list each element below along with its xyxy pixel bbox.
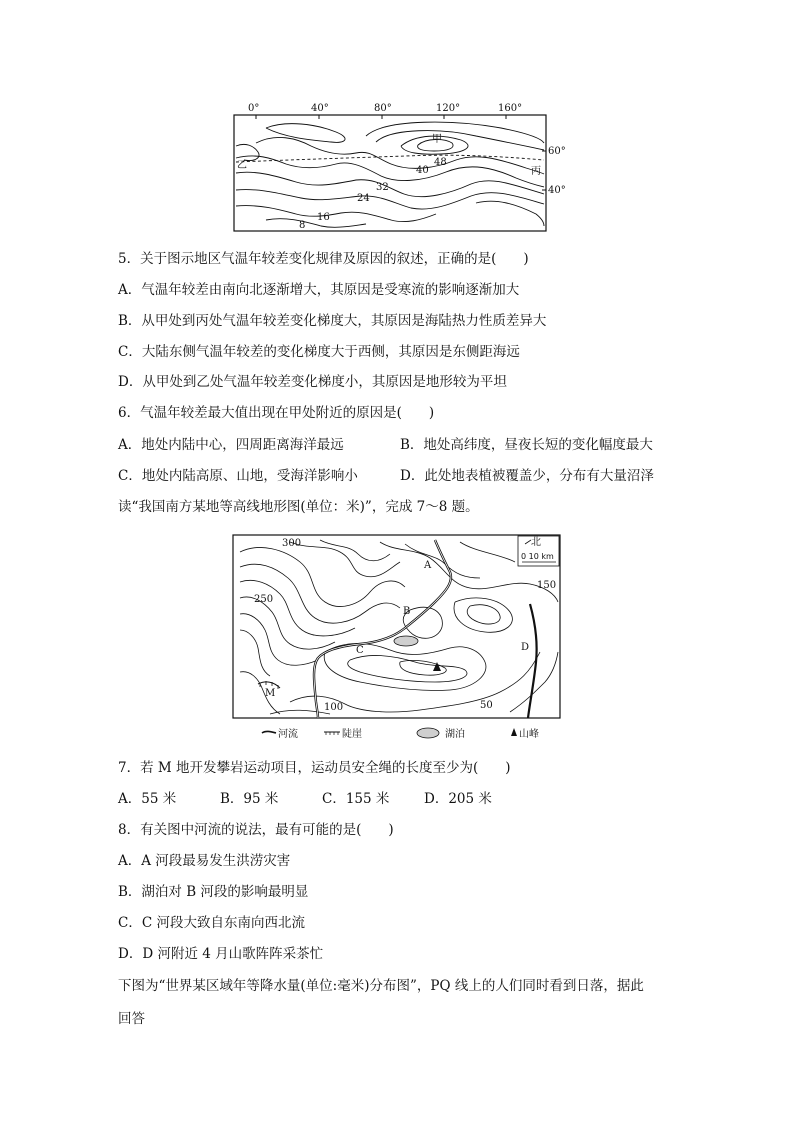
map-legend xyxy=(262,727,539,740)
q6-option-b[interactable]: B．地处高纬度，昼夜长短的变化幅度最大 xyxy=(400,437,653,453)
place-label-jia: 甲 xyxy=(432,134,442,145)
legend-lake: 湖泊 xyxy=(445,729,465,740)
intro-q7-8: 读“我国南方某地等高线地形图(单位：米)”，完成 7～8 题。 xyxy=(118,499,479,515)
lon-label-160: 160° xyxy=(498,103,523,114)
lon-label-40: 40° xyxy=(311,103,329,114)
intro-next-line1: 下图为“世界某区域年等降水量(单位:毫米)分布图”，PQ 线上的人们同时看到日落，据此 xyxy=(118,978,644,994)
q5-option-a[interactable]: A．气温年较差由南向北逐渐增大，其原因是受寒流的影响逐渐加大 xyxy=(118,282,520,298)
temperature-range-map xyxy=(226,98,566,236)
isoline-label-48: 48 xyxy=(434,157,447,168)
q5-option-c[interactable]: C．大陆东侧气温年较差的变化梯度大于西侧，其原因是东侧距海远 xyxy=(118,344,520,360)
legend-peak: 山峰 xyxy=(519,729,539,740)
north-label: 北 xyxy=(531,537,541,548)
q8-option-b[interactable]: B．湖泊对 B 河段的影响最明显 xyxy=(118,884,309,900)
q8-option-c[interactable]: C．C 河段大致自东南向西北流 xyxy=(118,915,305,931)
contour-label-50: 50 xyxy=(480,700,493,711)
q7-stem: 7．若 M 地开发攀岩运动项目，运动员安全绳的长度至少为( ) xyxy=(118,760,511,776)
isoline-label-8: 8 xyxy=(299,220,306,231)
legend-river: 河流 xyxy=(278,729,298,740)
q5-option-b[interactable]: B．从甲处到丙处气温年较差变化梯度大，其原因是海陆热力性质差异大 xyxy=(118,313,547,329)
contour-label-300: 300 xyxy=(282,538,302,549)
point-label-a: A xyxy=(424,560,432,571)
q6-option-d[interactable]: D．此处地表植被覆盖少，分布有大量沼泽 xyxy=(400,468,654,484)
q6-option-a[interactable]: A．地处内陆中心，四周距离海洋最远 xyxy=(118,437,344,453)
place-label-yi: 乙 xyxy=(237,160,247,171)
isoline-label-16: 16 xyxy=(317,212,330,223)
lon-label-120: 120° xyxy=(436,103,461,114)
contour-label-250: 250 xyxy=(254,594,274,605)
isoline-label-24: 24 xyxy=(357,193,370,204)
lat-label-40: 40° xyxy=(548,185,566,196)
point-label-d: D xyxy=(521,642,530,653)
legend-cliff: 陡崖 xyxy=(342,729,362,740)
lon-label-80: 80° xyxy=(374,103,392,114)
lon-label-0: 0° xyxy=(248,103,260,114)
intro-next-line2: 回答 xyxy=(118,1011,145,1027)
q8-option-a[interactable]: A．A 河段最易发生洪涝灾害 xyxy=(118,853,291,869)
scale-text: 0 10 km xyxy=(521,552,554,561)
contour-label-150: 150 xyxy=(537,580,557,591)
place-label-bing: 丙 xyxy=(531,166,541,177)
q7-option-c[interactable]: C．155 米 xyxy=(322,791,390,807)
q5-option-d[interactable]: D．从甲处到乙处气温年较差变化梯度小，其原因是地形较为平坦 xyxy=(118,374,507,390)
point-label-c: C xyxy=(356,645,364,656)
q5-stem: 5．关于图示地区气温年较差变化规律及原因的叙述，正确的是( ) xyxy=(118,251,529,267)
q8-stem: 8．有关图中河流的说法，最有可能的是( ) xyxy=(118,822,394,838)
lat-label-60: 60° xyxy=(548,146,566,157)
q7-option-a[interactable]: A．55 米 xyxy=(118,791,177,807)
contour-map xyxy=(230,532,564,742)
q8-option-d[interactable]: D．D 河附近 4 月山歌阵阵采茶忙 xyxy=(118,946,324,962)
q7-option-b[interactable]: B．95 米 xyxy=(220,791,279,807)
point-label-m: M xyxy=(265,688,276,699)
q7-option-d[interactable]: D．205 米 xyxy=(424,791,492,807)
point-label-b: B xyxy=(403,606,411,617)
isoline-label-32: 32 xyxy=(376,182,389,193)
isoline-label-40: 40 xyxy=(416,165,429,176)
contour-label-100: 100 xyxy=(324,702,344,713)
q6-option-c[interactable]: C．地处内陆高原、山地，受海洋影响小 xyxy=(118,468,358,484)
q6-stem: 6．气温年较差最大值出现在甲处附近的原因是( ) xyxy=(118,405,435,421)
